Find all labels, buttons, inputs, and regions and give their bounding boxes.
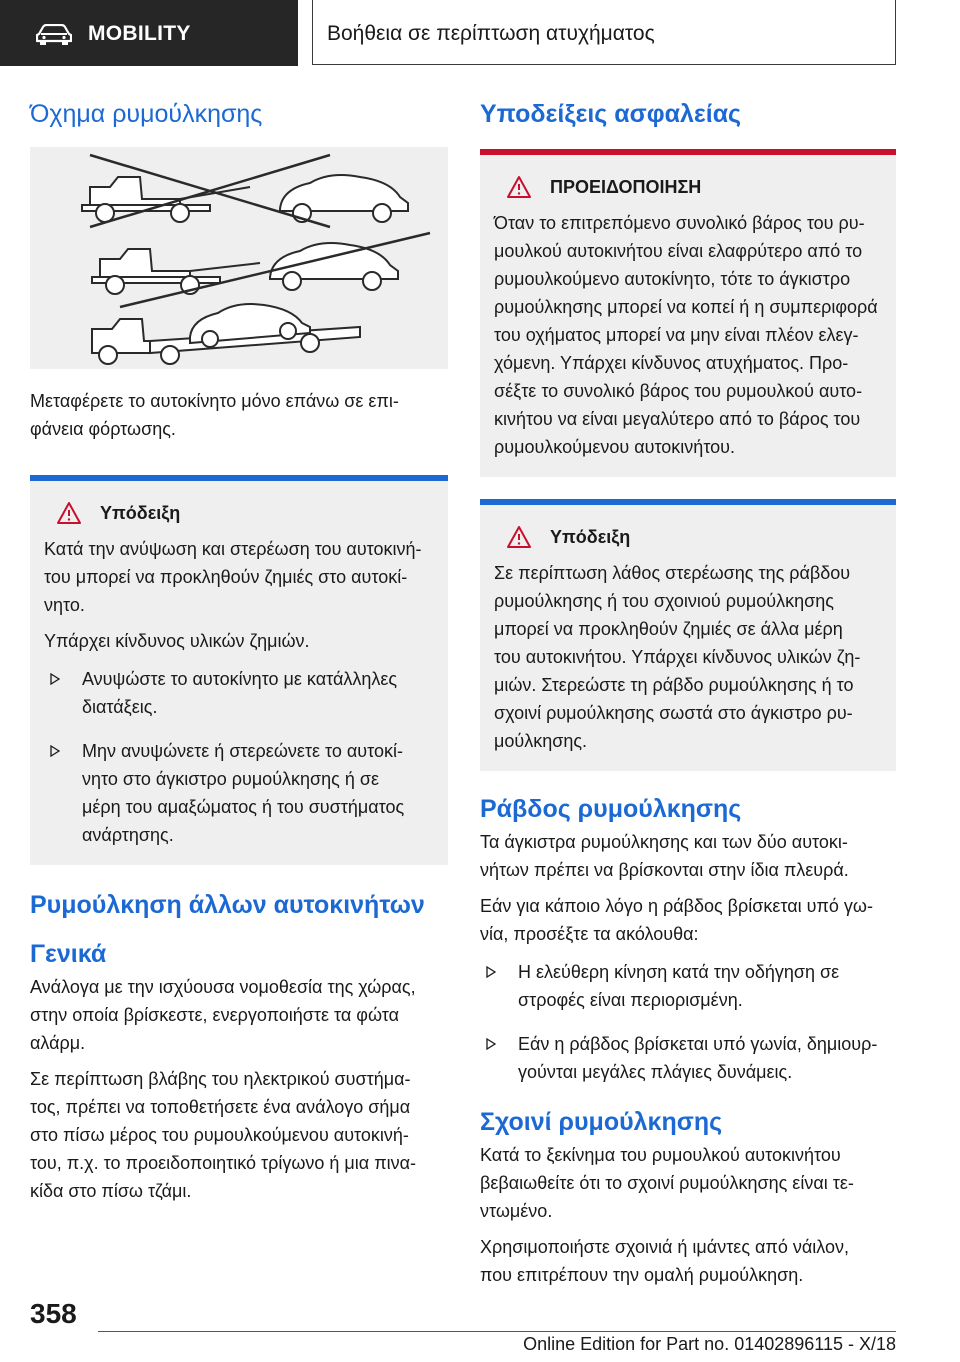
note-title: Υπόδειξη [100,502,181,523]
list-item: Μην ανυψώνετε ή στερεώνετε το αυτοκί- νητο στο άγκιστρο ρυμούλκησης ή σε μέρη του αμαξώματος ή του συστήματος ανάρτησης. [44,737,434,849]
rope-damage-note [480,499,896,771]
note-bullets [44,665,434,849]
general-text: κίδα στο πίσω τζάμι. [30,1181,192,1201]
list-item: Εάν η ράβδος βρίσκεται υπό γωνία, δημιουρ- γούνται μεγάλες πλάγιες δυνάμεις. [480,1030,896,1086]
bullet-triangle-icon [486,1038,496,1050]
figure-caption: Μεταφέρετε το αυτοκίνητο μόνο επάνω σε επι-φάνεια φόρτωσης. [30,391,399,439]
note-triangle-icon [506,525,532,549]
note-header [44,497,434,529]
bar-text: νήτων πρέπει να βρίσκονται στην ίδια πλευρά. [480,860,849,880]
vehicle-heading: Όχημα ρυμούλκησης [30,100,263,128]
note-line: του μπορεί να προκληθούν ζημιές στο αυτοκί- [44,567,408,587]
bullet-triangle-icon [486,966,496,978]
warning-box [480,149,896,477]
right-column [480,100,896,1289]
note-line: Κατά την ανύψωση και στερέωση του αυτοκινή- [44,539,422,559]
note-header [494,521,882,553]
note-line: μούλκησης. [494,731,588,751]
warning-line: μουλκού αυτοκινήτου είναι ελαφρύτερο από το [494,241,863,261]
note-line: μπορεί να προκληθούν ζημιές σε άλλα μέρη [494,619,843,639]
warning-line: χόμενη. Υπάρχει κίνδυνος ατυχήματος. Προ- [494,353,849,373]
rope-text: βεβαιωθείτε ότι το σχοινί ρυμούλκησης είναι τε- [480,1173,854,1193]
note-line: Σε περίπτωση λάθος στερέωσης της ράβδου [494,563,851,583]
page-header [0,0,960,66]
note-line: μιών. Στερεώστε τη ράβδο ρυμούλκησης ή το [494,675,854,695]
warning-line: Όταν το επιτρεπόμενο συνολικό βάρος του ρυ- [494,213,865,233]
general-text: του, π.χ. το προειδοποιητικό τρίγωνο ή μια πινα- [30,1153,417,1173]
warning-line: κινήτου να είναι μεγαλύτερο από το βάρος του [494,409,861,429]
section-label: MOBILITY [88,22,191,45]
warning-line: ρυμουλκούμενου αυτοκινήτου. [494,437,736,457]
section-tab [0,0,298,66]
warning-line: ρυμούλκησης μπορεί να κοπεί ή η συμπεριφορά [494,297,878,317]
warning-title: ΠΡΟΕΙΔΟΠΟΙΗΣΗ [550,176,702,197]
chapter-title: Βοήθεια σε περίπτωση ατυχήματος [327,22,655,45]
note-line: σχοινί ρυμούλκησης σωστά στο άγκιστρο ρυ- [494,703,853,723]
edition-text: Online Edition for Part no. 01402896115 - X/18 [523,1334,896,1354]
rope-heading: Σχοινί ρυμούλκησης [480,1108,723,1136]
warning-header [494,171,882,203]
bullet-triangle-icon [50,673,60,685]
note-title: Υπόδειξη [550,526,631,547]
towing-heading: Ρυμούλκηση άλλων αυτοκινήτων [30,891,425,919]
note-triangle-icon [56,501,82,525]
tow-vehicle-illustration [30,147,448,369]
note-line: νητο. [44,595,85,615]
car-icon [36,24,72,46]
general-text: Σε περίπτωση βλάβης του ηλεκτρικού συστήμα- [30,1069,411,1089]
bar-text: Τα άγκιστρα ρυμούλκησης και των δύο αυτοκι- [480,832,848,852]
rope-text: Κατά το ξεκίνημα του ρυμουλκού αυτοκινήτου [480,1145,841,1165]
warning-line: σέξτε το συνολικό βάρος του ρυμουλκού αυτο- [494,381,863,401]
note-risk: Υπάρχει κίνδυνος υλικών ζημιών. [44,631,310,651]
note-line: ρυμούλκησης ή του σχοινιού ρυμούλκησης [494,591,834,611]
material-damage-note [30,475,448,865]
warning-triangle-icon [506,175,532,199]
footer-divider [98,1331,896,1332]
bar-text: Εάν για κάποιο λόγο η ράβδος βρίσκεται υπό γω- [480,896,873,916]
general-text: στο πίσω μέρος του ρυμουλκούμενου αυτοκινή- [30,1125,409,1145]
rope-text: Χρησιμοποιήστε σχοινιά ή ιμάντες από νάιλον, [480,1237,849,1257]
note-line: του αυτοκινήτου. Υπάρχει κίνδυνος υλικών ζη- [494,647,861,667]
rope-text: που επιτρέπουν την ομαλή ρυμούλκηση. [480,1265,804,1285]
general-text: τος, πρέπει να τοποθετήσετε ένα ανάλογο σήμα [30,1097,411,1117]
general-text: στην οποία βρίσκεστε, ενεργοποιήστε τα φώτα [30,1005,400,1025]
bar-bullets [480,958,896,1086]
general-text: αλάρμ. [30,1033,86,1053]
page-number: 358 [30,1298,77,1329]
safety-heading: Υποδείξεις ασφαλείας [480,100,742,128]
bullet-triangle-icon [50,745,60,757]
general-heading: Γενικά [30,940,107,968]
bar-text: νία, προσέξτε τα ακόλουθα: [480,924,699,944]
list-item: Ανυψώστε το αυτοκίνητο με κατάλληλες διατάξεις. [44,665,434,721]
tow-vehicle-figure [30,147,448,369]
left-column [30,100,448,1205]
warning-line: ρυμουλκούμενο αυτοκίνητο, τότε το άγκιστρο [494,269,851,289]
list-item: Η ελεύθερη κίνηση κατά την οδήγηση σε στροφές είναι περιορισμένη. [480,958,896,1014]
warning-line: του οχήματος μπορεί να μην είναι πλέον ελεγ- [494,325,859,345]
chapter-title-box [312,0,896,65]
bar-heading: Ράβδος ρυμούλκησης [480,795,742,823]
general-text: Ανάλογα με την ισχύουσα νομοθεσία της χώρας, [30,977,416,997]
rope-text: ντωμένο. [480,1201,553,1221]
